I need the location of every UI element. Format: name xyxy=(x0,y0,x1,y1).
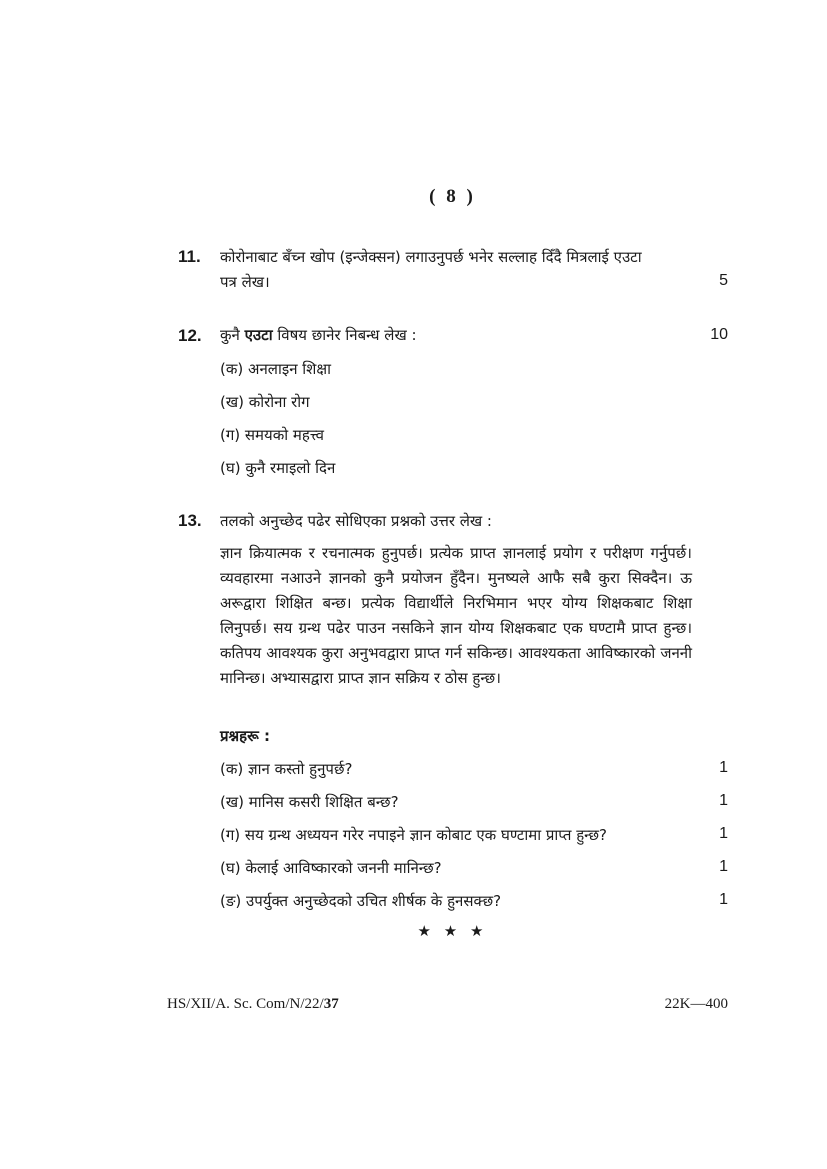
question-13-prompt: तलको अनुच्छेद पढेर सोधिएका प्रश्नको उत्तर लेख : xyxy=(220,512,492,530)
question-13-subquestion-e-marks: 1 xyxy=(719,891,728,908)
question-12-prompt xyxy=(220,323,417,348)
footer-paper-code xyxy=(167,996,339,1013)
question-11-text-line-2: पत्र लेख। xyxy=(220,273,270,291)
question-12-option-c: (ग) समयको महत्त्व xyxy=(220,426,324,444)
question-12-option-d: (घ) कुनै रमाइलो दिन xyxy=(220,459,336,477)
question-13-subquestion-d: (घ) केलाई आविष्कारको जननी मानिन्छ? xyxy=(220,859,442,877)
question-13-subquestion-b: (ख) मानिस कसरी शिक्षित बन्छ? xyxy=(220,793,399,811)
question-13-number: 13. xyxy=(178,511,202,530)
footer-code-prefix: HS/XII/A. Sc. Com/N/22/ xyxy=(167,996,324,1012)
question-13-subquestion-b-marks: 1 xyxy=(719,792,728,809)
question-11-text-line-1: कोरोनाबाट बँच्न खोप (इन्जेक्सन) लगाउनुपर्छ भनेर सल्लाह दिँदै मित्रलाई एउटा xyxy=(220,248,642,266)
questions-heading: प्रश्नहरू : xyxy=(220,727,270,745)
question-13-subquestion-a-marks: 1 xyxy=(719,759,728,776)
question-13-subquestion-d-marks: 1 xyxy=(719,858,728,875)
question-12-prompt-pre: कुनै xyxy=(220,326,245,344)
question-13-subquestion-c-marks: 1 xyxy=(719,825,728,842)
question-12-prompt-post: विषय छानेर निबन्ध लेख : xyxy=(272,326,417,344)
question-11-number: 11. xyxy=(178,247,201,266)
question-12-marks: 10 xyxy=(710,326,728,343)
end-of-paper-stars: ★ ★ ★ xyxy=(417,922,488,940)
question-13-subquestion-e: (ङ) उपर्युक्त अनुच्छेदको उचित शीर्षक के हुनसक्छ? xyxy=(220,892,502,910)
question-12-option-b: (ख) कोरोना रोग xyxy=(220,393,310,411)
page-number: ( 8 ) xyxy=(429,186,476,207)
footer-batch-code: 22K—400 xyxy=(664,996,728,1012)
question-12-number: 12. xyxy=(178,326,202,345)
footer-page-count: 37 xyxy=(323,996,339,1012)
question-11-marks: 5 xyxy=(719,272,728,289)
reading-passage: ज्ञान क्रियात्मक र रचनात्मक हुनुपर्छ। प्रत्येक प्राप्त ज्ञानलाई प्रयोग र परीक्षण गर्नुपर्छ। व्यवहारमा नआउने ज्ञानको कुनै प्रयोजन हुँदैन। मुनष्यले आफै सबै कुरा सिक्दैन। ऊ अरूद्वारा शिक्षित बन्छ। प्रत्येक विद्यार्थीले निरभिमान भएर योग्य शिक्षकबाट शिक्षा लिनुपर्छ। सय ग्रन्थ पढेर पाउन नसकिने ज्ञान योग्य शिक्षकबाट एक घण्टामै प्राप्त हुन्छ। कतिपय आवश्यक कुरा अनुभवद्वारा प्राप्त गर्न सकिन्छ। आवश्यकता आविष्कारको जननी मानिन्छ। अभ्यासद्वारा प्राप्त ज्ञान सक्रिय र ठोस हुन्छ। xyxy=(220,544,692,687)
question-13-subquestion-c: (ग) सय ग्रन्थ अध्ययन गरेर नपाइने ज्ञान कोबाट एक घण्टामा प्राप्त हुन्छ? xyxy=(220,826,607,844)
question-12-option-a: (क) अनलाइन शिक्षा xyxy=(220,360,332,378)
question-12-prompt-emphasis: एउटा xyxy=(244,326,273,344)
question-13-subquestion-a: (क) ज्ञान कस्तो हुनुपर्छ? xyxy=(220,760,353,778)
